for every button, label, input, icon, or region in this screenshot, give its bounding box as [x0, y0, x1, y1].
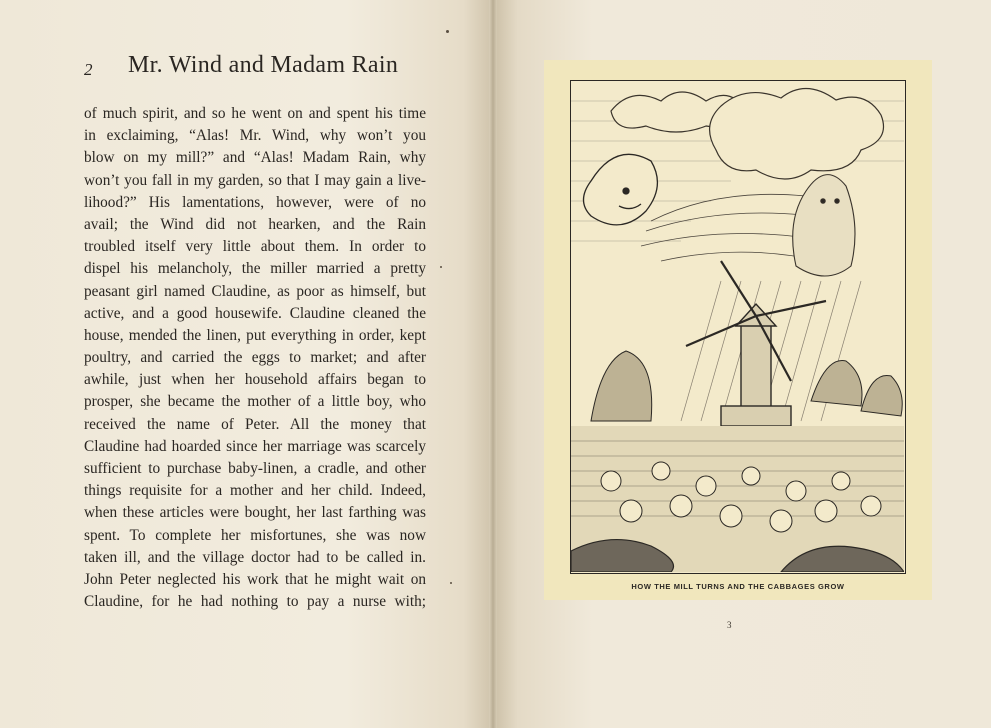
running-title: Mr. Wind and Madam Rain: [128, 52, 399, 78]
text-line: won’t you fall in my garden, so that I may gain a live-: [84, 171, 426, 189]
text-line: spent. To complete her misfortunes, she was now: [84, 526, 426, 544]
text-line: John Peter neglected his work that he might wait on: [84, 570, 426, 588]
text-line: house, mended the linen, put everything in order, kept: [84, 326, 426, 344]
text-line: taken ill, and the village doctor had to be called in.: [84, 548, 426, 566]
text-line: poultry, and carried the eggs to market; and after: [84, 349, 426, 367]
text-line: blow on my mill?” and “Alas! Madam Rain, why: [84, 149, 426, 167]
body-text: [84, 103, 426, 613]
text-line: Claudine had hoarded since her marriage was scarcely: [84, 437, 426, 455]
text-line: awhile, just when her household affairs began to: [84, 371, 426, 389]
right-page-number: 3: [727, 620, 732, 630]
left-page-number: 2: [84, 60, 93, 79]
text-line: peasant girl named Claudine, as poor as himself, but: [84, 282, 426, 300]
windmill-illustration: [570, 80, 906, 574]
text-line: when these articles were bought, her last farthing was: [84, 504, 426, 522]
text-line: things requisite for a mother and her child. Indeed,: [84, 482, 426, 500]
running-head: [84, 52, 424, 84]
paper-speck: [446, 30, 449, 33]
text-line: lihood?” His lamentations, however, were of no: [84, 193, 426, 211]
illustration-caption: HOW THE MILL TURNS AND THE CABBAGES GROW: [631, 582, 845, 591]
text-line: in exclaiming, “Alas! Mr. Wind, why won’t you: [84, 127, 426, 145]
book-gutter: [489, 0, 497, 728]
text-line: avail; the Wind did not hearken, and the Rain: [84, 215, 426, 233]
text-line: sufficient to purchase baby-linen, a cradle, and other: [84, 460, 426, 477]
paper-speck: [450, 582, 452, 584]
text-line: active, and a good housewife. Claudine cleaned the: [84, 304, 426, 322]
text-line: troubled itself very little about them. In order to: [84, 238, 426, 256]
text-line: Claudine, for he had nothing to pay a nurse with;: [84, 593, 426, 611]
text-line: received the name of Peter. All the money that: [84, 415, 426, 433]
paper-speck: [440, 266, 442, 268]
text-line: of much spirit, and so he went on and spent his time: [84, 105, 426, 122]
text-line: dispel his melancholy, the miller married a pretty: [84, 260, 426, 278]
text-line: prosper, she became the mother of a little boy, who: [84, 393, 426, 411]
